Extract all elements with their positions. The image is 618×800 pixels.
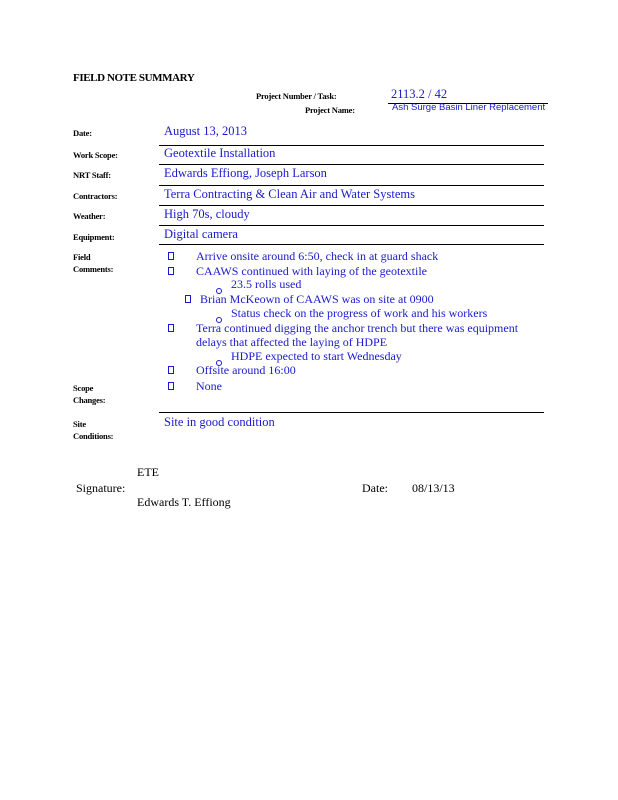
bullet-icon: [185, 295, 191, 305]
comment-item: Offsite around 16:00: [196, 363, 296, 377]
signature-initials: ETE: [137, 465, 159, 479]
date-label: Date:: [73, 128, 92, 138]
equipment-value: Digital camera: [164, 227, 238, 241]
contractors-rule: [159, 205, 544, 206]
comment-item: Brian McKeown of CAAWS was on site at 0900: [200, 292, 434, 306]
comment-subitem: HDPE expected to start Wednesday: [231, 349, 402, 363]
site-conditions-label-line2: Conditions:: [73, 431, 114, 441]
signer-name: Edwards T. Effiong: [137, 495, 231, 509]
equipment-label: Equipment:: [73, 232, 115, 242]
scope-changes-label-line2: Changes:: [73, 395, 106, 405]
scope-change-item: None: [196, 379, 222, 393]
project-number-label: Project Number / Task:: [256, 91, 337, 101]
equipment-rule: [159, 244, 544, 245]
field-comments-label-line1: Field: [73, 252, 91, 262]
scope-changes-label-line1: Scope: [73, 383, 94, 393]
nrt-staff-value: Edwards Effiong, Joseph Larson: [164, 166, 327, 180]
site-conditions-value: Site in good condition: [164, 415, 275, 429]
weather-label: Weather:: [73, 211, 106, 221]
comment-subitem: Status check on the progress of work and his workers: [231, 306, 488, 320]
comment-subitem: 23.5 rolls used: [231, 277, 302, 291]
comment-item-continued: delays that affected the laying of HDPE: [196, 335, 388, 349]
bullet-icon: [168, 252, 174, 262]
field-comments-label-line2: Comments:: [73, 264, 114, 274]
weather-rule: [159, 225, 544, 226]
comment-item: CAAWS continued with laying of the geotextile: [196, 264, 427, 278]
signature-date-value: 08/13/13: [412, 481, 455, 495]
comment-item: Arrive onsite around 6:50, check in at guard shack: [196, 249, 439, 263]
project-name-value: Ash Surge Basin Liner Replacement: [392, 102, 546, 113]
weather-value: High 70s, cloudy: [164, 207, 250, 221]
bullet-icon: [168, 366, 174, 376]
bullet-icon: [168, 324, 174, 334]
signature-date-label: Date:: [362, 481, 388, 495]
signature-label: Signature:: [76, 481, 126, 495]
contractors-value: Terra Contracting & Clean Air and Water Systems: [164, 187, 415, 201]
work-scope-value: Geotextile Installation: [164, 146, 276, 160]
nrt-staff-rule: [159, 185, 544, 186]
bullet-icon: [168, 267, 174, 277]
date-value: August 13, 2013: [164, 124, 247, 138]
contractors-label: Contractors:: [73, 191, 118, 201]
project-name-label: Project Name:: [305, 105, 355, 115]
site-conditions-label-line1: Site: [73, 419, 86, 429]
scope-changes-rule: [159, 412, 544, 413]
document-title: FIELD NOTE SUMMARY: [73, 72, 195, 84]
nrt-staff-label: NRT Staff:: [73, 170, 111, 180]
bullet-icon: [168, 382, 174, 392]
work-scope-label: Work Scope:: [73, 150, 118, 160]
comment-item: Terra continued digging the anchor trench but there was equipment: [196, 321, 519, 335]
work-scope-rule: [159, 164, 544, 165]
project-number-value: 2113.2 / 42: [391, 87, 448, 101]
